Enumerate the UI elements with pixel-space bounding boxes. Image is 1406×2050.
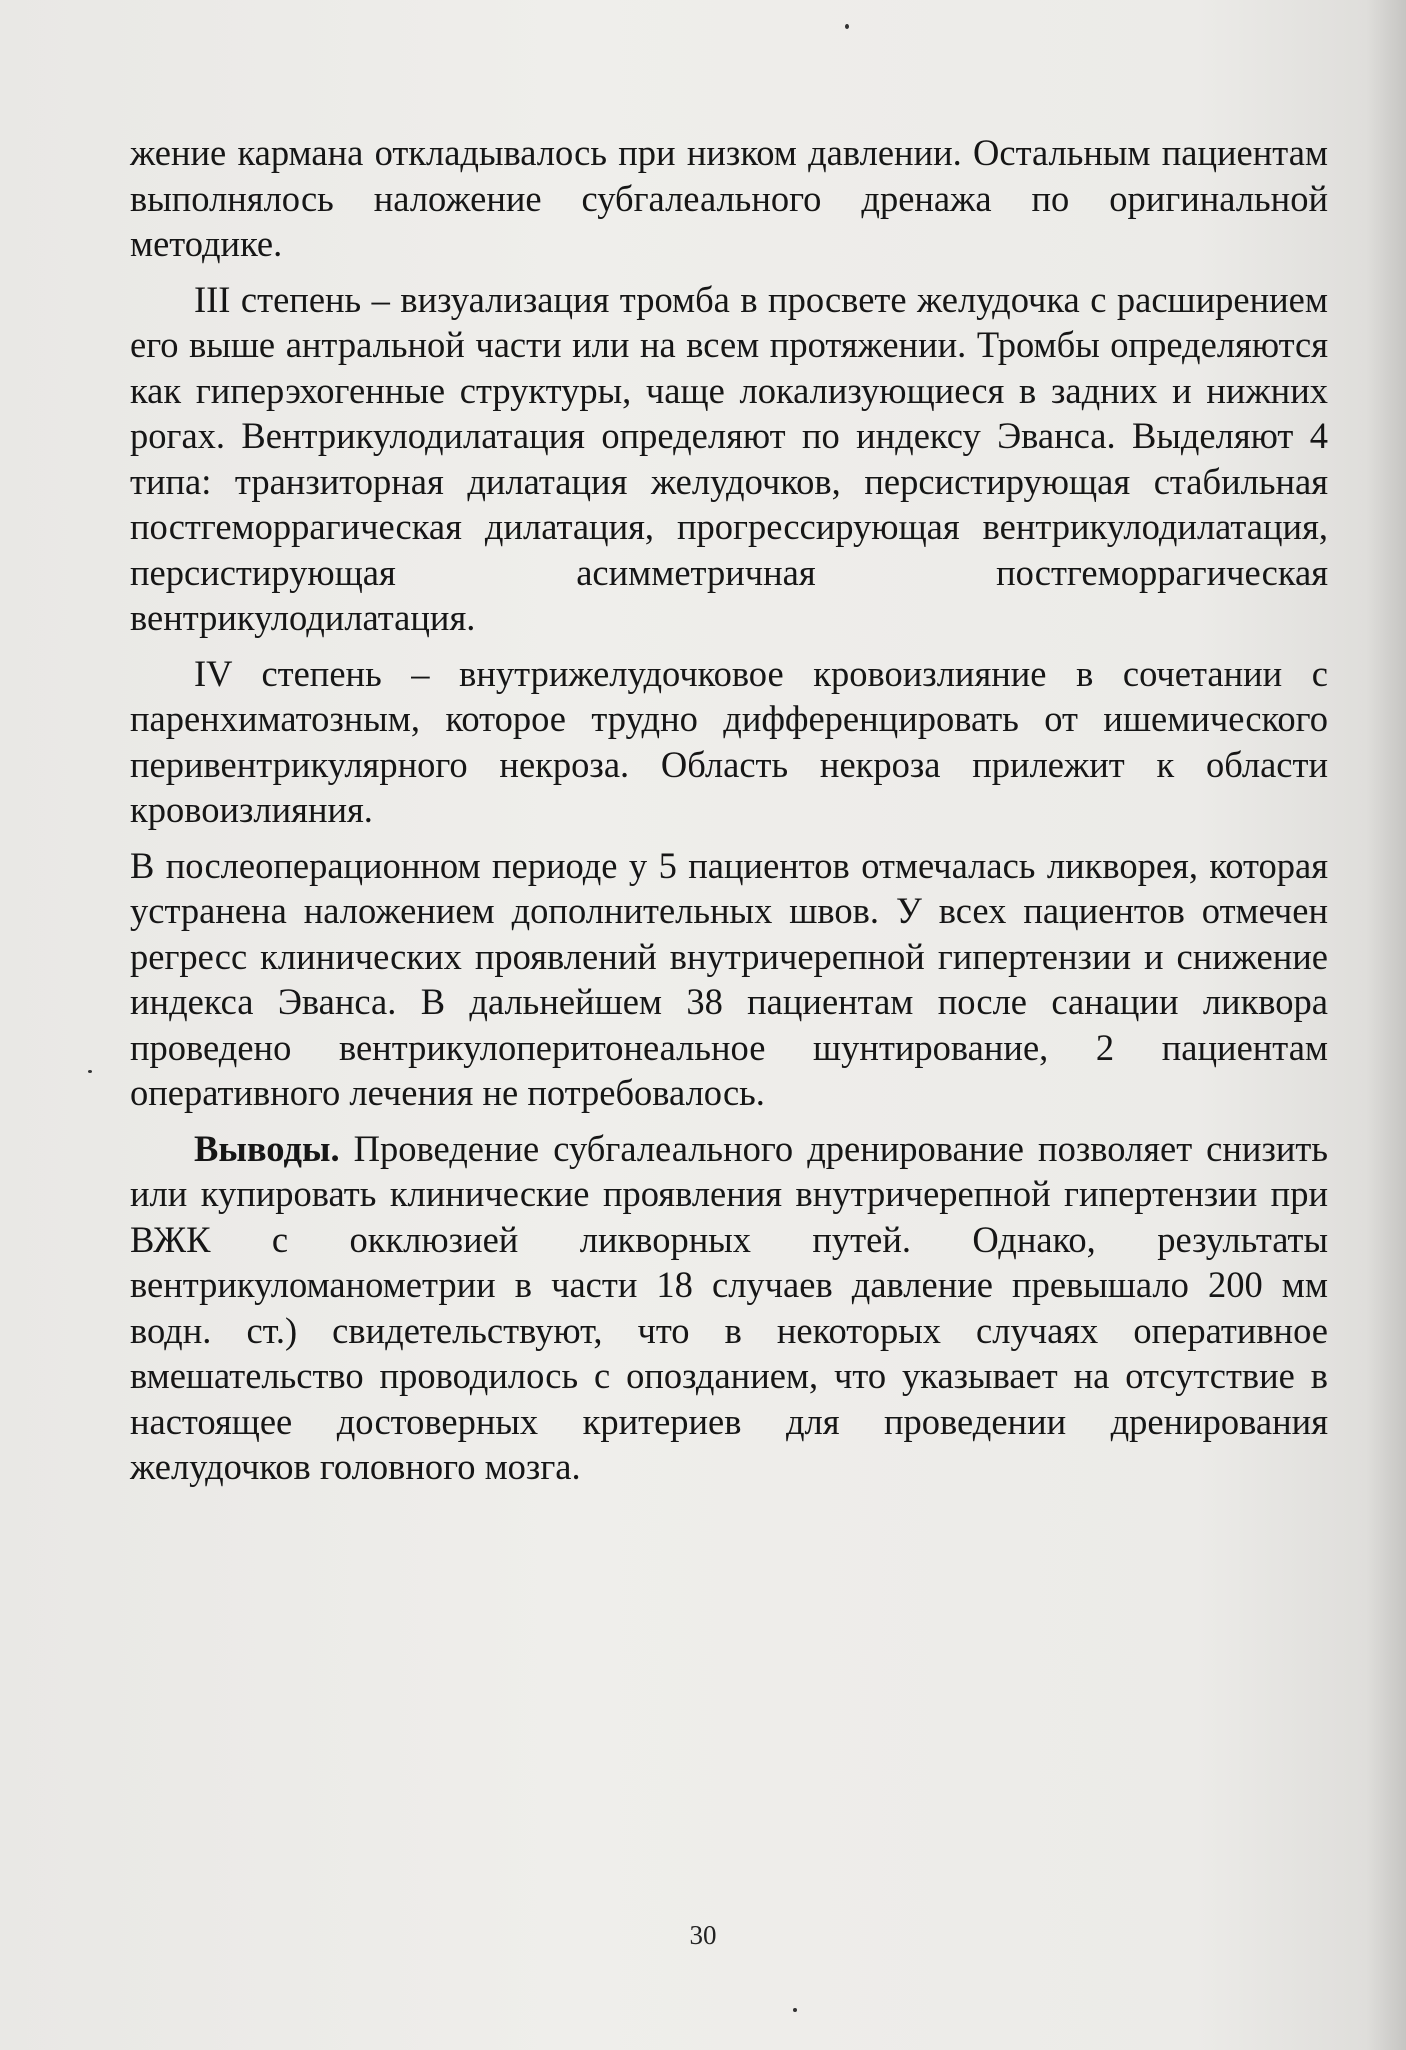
scan-speck: [845, 24, 849, 29]
page-body: [130, 130, 1328, 1490]
scan-speck: [88, 1070, 92, 1073]
conclusion-text: Проведение субгалеального дренирование позволяет снизить или купировать клинические проявления внутричерепной гипертензии при ВЖК с окклюзией ликворных путей. Однако, результаты вентрикуломанометрии в части 18 случаев давление превышало 200 мм водн. ст.) свидетельствуют, что в некоторых случаях оперативное вмешательство проводилось с опозданием, что указывает на отсутствие в настоящее достоверных критериев для проведении дренирования желудочков головного мозга.: [130, 1127, 1328, 1487]
conclusion-heading: Выводы.: [194, 1127, 340, 1169]
scan-speck: [793, 2008, 797, 2012]
paragraph-1: жение кармана откладывалось при низком давлении. Остальным пациентам выполнялось наложение субгалеального дренажа по оригинальной методике.: [130, 132, 1328, 264]
conclusion-paragraph: [130, 1126, 1328, 1490]
page-number: 30: [689, 1920, 717, 1950]
page-edge-shadow: [1366, 0, 1406, 2050]
paragraph-3: IV степень – внутрижелудочковое кровоизлияние в сочетании с паренхиматозным, которое трудно дифференцировать от ишемического перивентрикулярного некроза. Область некроза прилежит к области кровоизлияния.: [130, 652, 1328, 830]
paragraph-4: В послеоперационном периоде у 5 пациентов отмечалась ликворея, которая устранена наложением дополнительных швов. У всех пациентов отмечен регресс клинических проявлений внутричерепной гипертензии и снижение индекса Эванса. В дальнейшем 38 пациентам после санации ликвора проведено вентрикулоперитонеальное шунтирование, 2 пациентам оперативного лечения не потребовалось.: [130, 844, 1328, 1113]
paragraph-2: III степень – визуализация тромба в просвете желудочка с расширением его выше антральной части или на всем протяжении. Тромбы определяются как гиперэхогенные структуры, чаще локализующиеся в задних и нижних рогах. Вентрикулодилатация определяют по индексу Эванса. Выделяют 4 типа: транзиторная дилатация желудочков, персистирующая стабильная постгеморрагическая дилатация, прогрессирующая вентрикулодилатация, персистирующая асимметричная постгеморрагическая вентрикулодилатация.: [130, 278, 1328, 638]
